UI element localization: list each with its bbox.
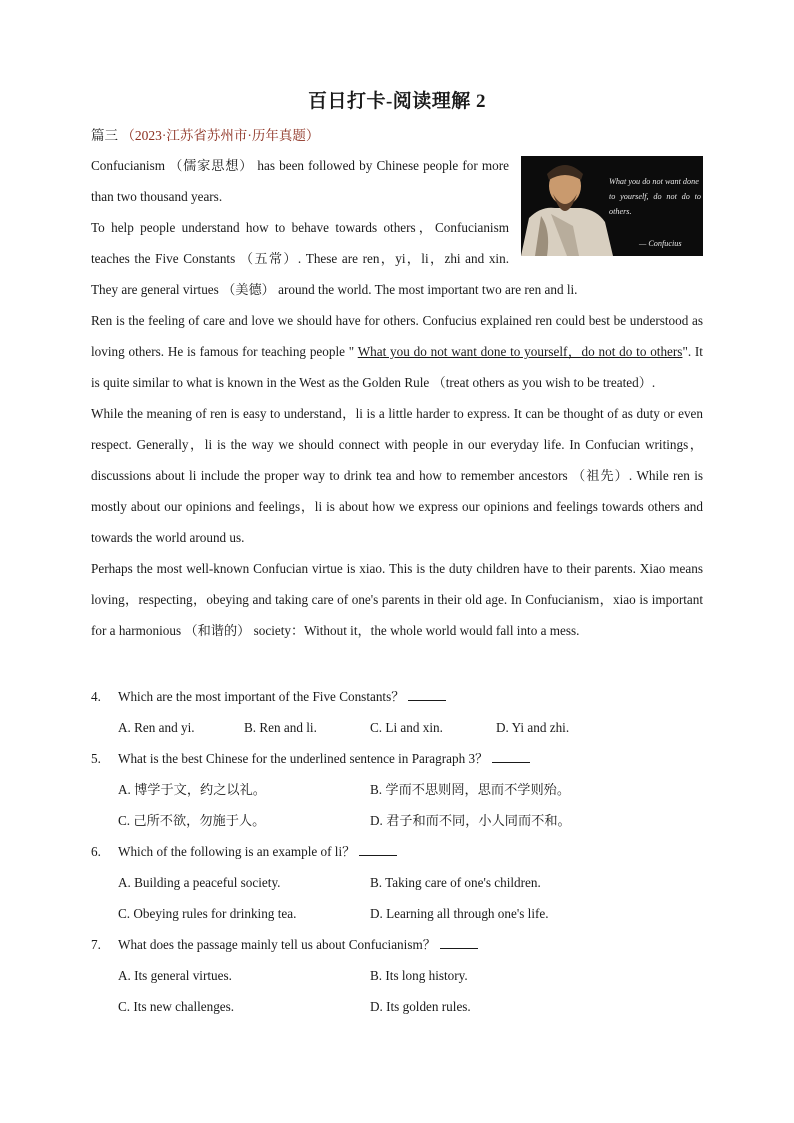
answer-blank[interactable] — [359, 841, 397, 856]
section-label — [91, 124, 319, 144]
question-4: 4. Which are the most important of the Five Constants？ — [91, 681, 703, 712]
question-7-options-row2 — [91, 991, 703, 1022]
question-5-options-row2 — [91, 805, 703, 836]
figure-quote: What you do not want done to yourself, do not do to others. — [609, 177, 701, 216]
question-7-options-row1 — [91, 960, 703, 991]
underlined-sentence: What you do not want done to yourself，do not do to others — [357, 344, 683, 359]
question-4-options — [91, 712, 703, 743]
questions-section — [91, 681, 703, 1022]
paragraph-3: Ren is the feeling of care and love we should have for others. Confucius explained ren could best be understood as loving others. He is famous for teaching people " What you do not want done to yourself，do not do to others". It is quite similar to what is known in the West as the Golden Rule （treat others as you wish to be treated）. — [91, 313, 703, 390]
option-c[interactable]: C. Its new challenges. — [118, 999, 235, 1014]
question-6-options-row2 — [91, 898, 703, 929]
option-b[interactable]: B. Its long history. — [370, 968, 468, 983]
option-d[interactable]: D. Its golden rules. — [370, 999, 471, 1014]
option-d[interactable]: D. Yi and zhi. — [496, 720, 570, 735]
question-7: 7. What does the passage mainly tell us about Confucianism？ — [91, 929, 703, 960]
figure-signature: — Confucius — [639, 239, 682, 248]
option-c[interactable]: C. Obeying rules for drinking tea. — [118, 906, 297, 921]
option-b[interactable]: B. 学而不思则罔，思而不学则殆。 — [370, 782, 571, 797]
option-a[interactable]: A. Ren and yi. — [118, 720, 195, 735]
page-title: 百日打卡-阅读理解 2 — [307, 91, 487, 112]
option-c[interactable]: C. Li and xin. — [370, 720, 443, 735]
paragraph-1: Confucianism （儒家思想） has been followed by Chinese people for more than two thousand years. — [91, 158, 509, 204]
answer-blank[interactable] — [492, 748, 530, 763]
section-source: （2023·江苏省苏州市·历年真题） — [121, 128, 320, 143]
question-6-options-row1 — [91, 867, 703, 898]
option-c[interactable]: C. 己所不欲，勿施于人。 — [118, 813, 266, 828]
option-b[interactable]: B. Ren and li. — [244, 720, 317, 735]
paragraph-2: To help people understand how to behave towards others，Confucianism teaches the Five Constants （五常）. These are ren，yi，li，zhi and xin. They are general virtues （美德） around the world. The most important two are ren and li. — [91, 220, 578, 297]
option-a[interactable]: A. Its general virtues. — [118, 968, 232, 983]
option-a[interactable]: A. 博学于文，约之以礼。 — [118, 782, 266, 797]
question-5-options-row1 — [91, 774, 703, 805]
confucius-image — [521, 156, 703, 256]
answer-blank[interactable] — [440, 934, 478, 949]
question-5: 5. What is the best Chinese for the underlined sentence in Paragraph 3？ — [91, 743, 703, 774]
paragraph-4: While the meaning of ren is easy to understand，li is a little harder to express. It can be thought of as duty or even respect. Generally，li is the way we should connect with people in our everyday life. In Confucian writings，discussions about li include the proper way to drink tea and how to remember ancestors （祖先）. While ren is mostly about our opinions and feelings，li is about how we express our opinions and feelings towards others and towards the world around us. — [91, 406, 703, 545]
option-d[interactable]: D. Learning all through one's life. — [370, 906, 549, 921]
section-number: 篇三 — [91, 128, 118, 143]
question-6: 6. Which of the following is an example of li？ — [91, 836, 703, 867]
option-d[interactable]: D. 君子和而不同，小人同而不和。 — [370, 813, 571, 828]
answer-blank[interactable] — [408, 686, 446, 701]
paragraph-5: Perhaps the most well-known Confucian virtue is xiao. This is the duty children have to their parents. Xiao means loving，respecting，obeying and taking care of one's parents in their old age. In Confucianism，xiao is important for a harmonious （和谐的） society：Without it，the whole world would fall into a mess. — [91, 561, 703, 638]
option-a[interactable]: A. Building a peaceful society. — [118, 875, 281, 890]
option-b[interactable]: B. Taking care of one's children. — [370, 875, 541, 890]
reading-passage — [91, 150, 703, 646]
